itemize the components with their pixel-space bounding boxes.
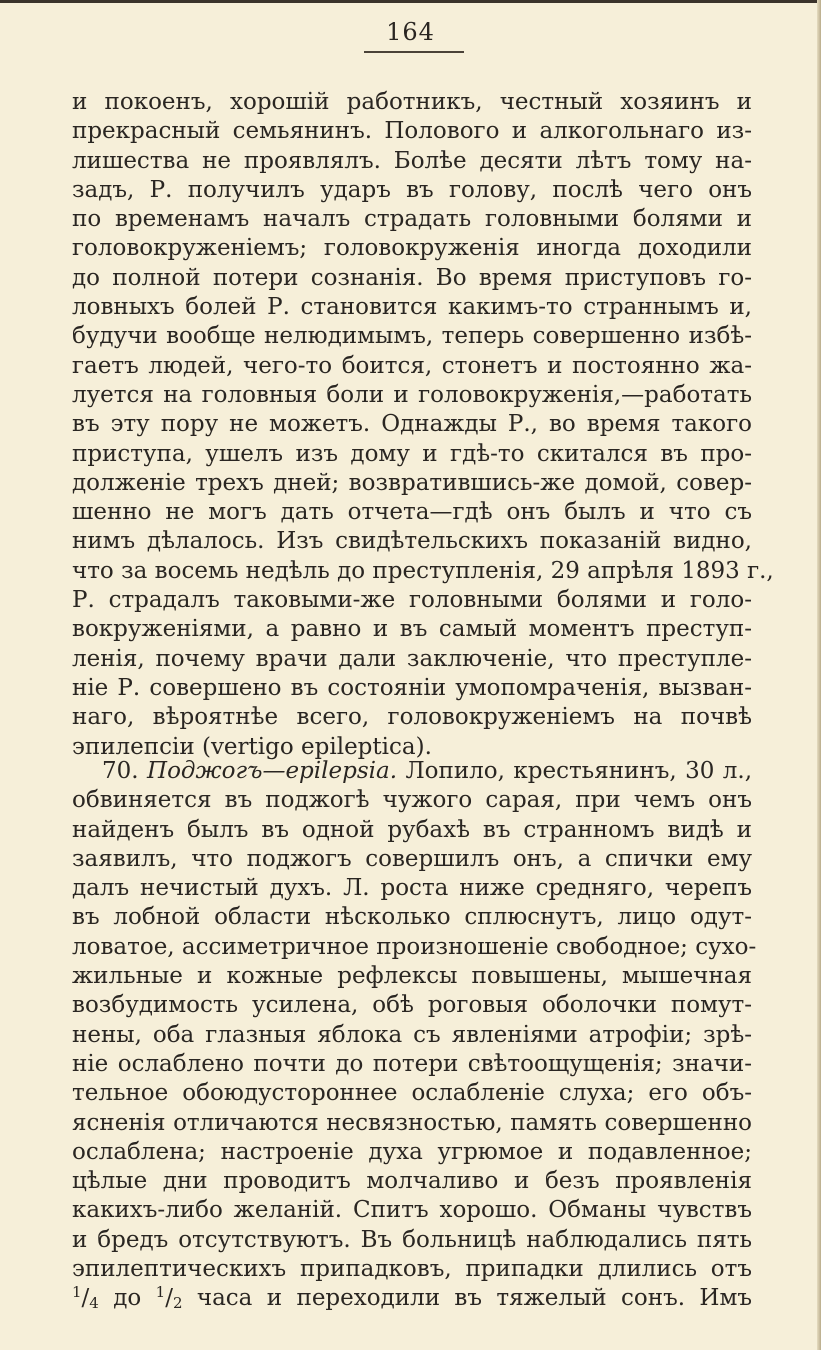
- word-do: до: [113, 1285, 142, 1312]
- text-line: задъ, Р. получилъ ударъ въ голову, послѣ чего онъ: [72, 176, 752, 203]
- text-line: долженіе трехъ дней; возвратившись-же домой, совер-: [72, 469, 752, 496]
- text-line: что за восемь недѣль до преступленія, 29 апрѣля 1893 г.,: [72, 557, 774, 584]
- text-line: луется на головныя боли и головокруженія,—работать: [72, 381, 752, 408]
- text-line: будучи вообще нелюдимымъ, теперь совершенно избѣ-: [72, 323, 752, 350]
- fraction-line: $^1/_4$ до $^1/_2$ часа и переходили въ тяжелый сонъ. Имъ: [72, 1283, 752, 1313]
- text-line: гаетъ людей, чего-то боится, стонетъ и постоянно жа-: [72, 352, 752, 379]
- text-line: въ лобной области нѣсколько сплюснутъ, лицо одут-: [72, 904, 752, 931]
- fraction-2-numerator: 1: [155, 1283, 166, 1302]
- text-line: вокруженіями, а равно и въ самый моментъ преступ-: [72, 616, 752, 643]
- paragraph-1: [72, 88, 774, 762]
- fraction-1-denominator: 4: [89, 1294, 99, 1313]
- fraction-line-text: часа и переходили въ тяжелый сонъ. Имъ: [196, 1285, 752, 1312]
- text-line: въ эту пору не можетъ. Однажды Р., во время такого: [72, 411, 752, 438]
- text-line: ніе Р. совершено въ состояніи умопомраченія, вызван-: [72, 674, 752, 701]
- text-line: ослаблена; настроеніе духа угрюмое и подавленное;: [72, 1138, 752, 1165]
- text-line: возбудимость усилена, обѣ роговыя оболочки помут-: [72, 992, 752, 1019]
- text-line: головокруженіемъ; головокруженія иногда доходили: [72, 235, 752, 262]
- fraction-2-denominator: 2: [172, 1294, 183, 1313]
- text-line: Р. страдалъ таковыми-же головными болями и голо-: [72, 587, 752, 614]
- text-line: ясненія отличаются несвязностью, память совершенно: [72, 1109, 752, 1136]
- text-line: эпилептическихъ припадковъ, припадки длились отъ: [72, 1256, 752, 1283]
- text-line: наго, вѣроятнѣе всего, головокруженіемъ на почвѣ: [72, 704, 752, 731]
- text-line: по временамъ началъ страдать головными болями и: [72, 206, 752, 233]
- text-line: приступа, ушелъ изъ дому и гдѣ-то скитался въ про-: [72, 440, 752, 467]
- case-number: 70.: [102, 758, 139, 784]
- text-line: и бредъ отсутствуютъ. Въ больницѣ наблюдались пять: [72, 1226, 752, 1253]
- text-line: найденъ былъ въ одной рубахѣ въ странномъ видѣ и: [72, 816, 752, 843]
- page-right-edge: [817, 0, 821, 1350]
- text-line: заявилъ, что поджогъ совершилъ онъ, а спички ему: [72, 845, 752, 872]
- page-number-rule: [364, 51, 464, 53]
- text-line: ловныхъ болей Р. становится какимъ-то страннымъ и,: [72, 294, 752, 321]
- text-line: далъ нечистый духъ. Л. роста ниже средняго, черепъ: [72, 875, 752, 902]
- text-line: ніе ослаблено почти до потери свѣтоощущенія; значи-: [72, 1050, 752, 1077]
- text-line: какихъ-либо желаній. Спитъ хорошо. Обманы чувствъ: [72, 1197, 752, 1224]
- case-first-line: [72, 757, 752, 786]
- text-line: жильные и кожные рефлексы повышены, мышечная: [72, 963, 752, 990]
- text-line: тельное обоюдустороннее ослабленіе слуха; его объ-: [72, 1080, 752, 1107]
- text-line: нены, оба глазныя яблока съ явленіями атрофіи; зрѣ-: [72, 1021, 752, 1048]
- case-heading: Поджогъ—epilepsia.: [147, 758, 398, 784]
- text-line: эпилепсіи (vertigo epileptica).: [72, 733, 432, 760]
- text-line: прекрасный семьянинъ. Полового и алкогольнаго из-: [72, 118, 752, 145]
- page-top-edge: [0, 0, 821, 3]
- text-line: обвиняется въ поджогѣ чужого сарая, при чемъ онъ: [72, 787, 752, 814]
- text-line: и покоенъ, хорошій работникъ, честный хозяинъ и: [72, 89, 752, 115]
- text-line: ленія, почему врачи дали заключеніе, что преступле-: [72, 645, 752, 672]
- page-number: 164: [386, 18, 435, 46]
- text-line: нимъ дѣлалось. Изъ свидѣтельскихъ показаній видно,: [72, 528, 752, 555]
- text-line: ловатое, ассиметричное произношеніе свободное; сухо-: [72, 933, 757, 960]
- fraction-1-numerator: 1: [72, 1283, 82, 1302]
- paragraph-2: [72, 757, 757, 1314]
- text-line: шенно не могъ дать отчета—гдѣ онъ былъ и что съ: [72, 499, 752, 526]
- text-line: цѣлые дни проводитъ молчаливо и безъ проявленія: [72, 1168, 752, 1195]
- text-line: лишества не проявлялъ. Болѣе десяти лѣтъ тому на-: [72, 147, 752, 174]
- text-line: до полной потери сознанія. Во время приступовъ го-: [72, 264, 752, 291]
- case-first-line-text: Лопило, крестьянинъ, 30 л.,: [405, 758, 752, 784]
